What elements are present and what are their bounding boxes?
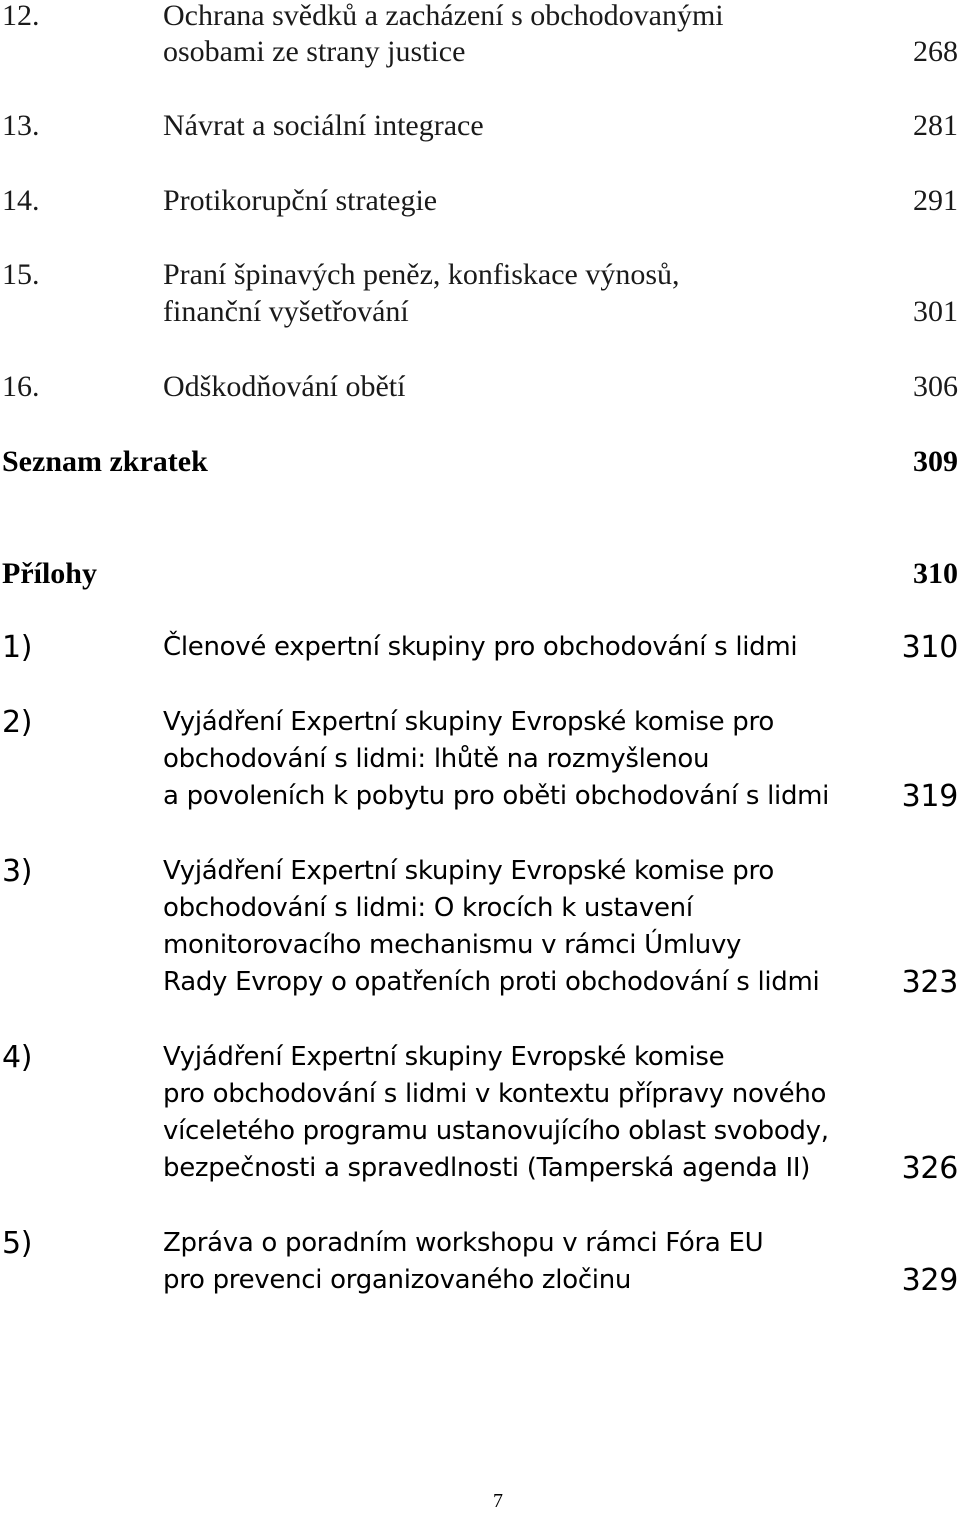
annex-title-line: monitorovacího mechanismu v rámci Úmluvy [163,930,742,960]
annex-title-line: Vyjádření Expertní skupiny Evropské komise pro [163,856,774,886]
annex-page: 319 [901,779,958,814]
annex-title-line: Vyjádření Expertní skupiny Evropské komise pro [163,707,774,737]
toc-entry-number: 14. [2,184,40,217]
annex-number: 4) [2,1040,33,1075]
annex-page: 323 [901,965,958,1000]
annex-title-line: pro prevenci organizovaného zločinu [163,1265,632,1295]
annex-title-line: Rady Evropy o opatřeních proti obchodování s lidmi [163,967,820,997]
toc-entry-number: 15. [2,258,40,291]
toc-entry-title-line: Ochrana svědků a zacházení s obchodovanými [163,0,724,32]
annex-page: 326 [901,1151,958,1186]
annex-title-line: obchodování s lidmi: lhůtě na rozmyšlenou [163,744,710,774]
annex-title-line: bezpečnosti a spravedlnosti (Tamperská agenda II) [163,1153,811,1183]
annexes-page: 310 [913,557,958,590]
toc-entry-title-line: osobami ze strany justice [163,35,466,68]
toc-entry-number: 13. [2,109,40,142]
toc-entry-number: 12. [2,0,40,32]
toc-entry-page: 301 [913,295,958,328]
annex-title-line: Vyjádření Expertní skupiny Evropské komise [163,1042,725,1072]
annex-number: 5) [2,1226,33,1261]
annex-title-line: Zpráva o poradním workshopu v rámci Fóra EU [163,1228,764,1258]
toc-entry-title-line: Protikorupční strategie [163,184,438,217]
toc-entry-page: 281 [913,109,958,142]
toc-entry-page: 291 [913,184,958,217]
annexes-heading: Přílohy [2,557,97,590]
toc-entry-title-line: finanční vyšetřování [163,295,409,328]
annex-number: 1) [2,630,33,665]
toc-entry-page: 306 [913,370,958,403]
annex-page: 310 [901,630,958,665]
toc-entry-page: 268 [913,35,958,68]
annex-title-line: Členové expertní skupiny pro obchodování s lidmi [163,632,798,662]
abbreviations-heading: Seznam zkratek [2,445,208,478]
abbreviations-page: 309 [913,445,958,478]
toc-entry-title-line: Návrat a sociální integrace [163,109,484,142]
annex-title-line: a povoleních k pobytu pro oběti obchodování s lidmi [163,781,830,811]
toc-entry-number: 16. [2,370,40,403]
annex-number: 3) [2,854,33,889]
annex-title-line: obchodování s lidmi: O krocích k ustavení [163,893,693,923]
annex-title-line: pro obchodování s lidmi v kontextu přípravy nového [163,1079,827,1109]
annex-number: 2) [2,705,33,740]
toc-entry-title-line: Odškodňování obětí [163,370,406,403]
toc-entry-title-line: Praní špinavých peněz, konfiskace výnosů, [163,258,680,291]
annex-title-line: víceletého programu ustanovujícího oblast svobody, [163,1116,829,1146]
page-number: 7 [493,1490,503,1512]
annex-page: 329 [901,1263,958,1298]
